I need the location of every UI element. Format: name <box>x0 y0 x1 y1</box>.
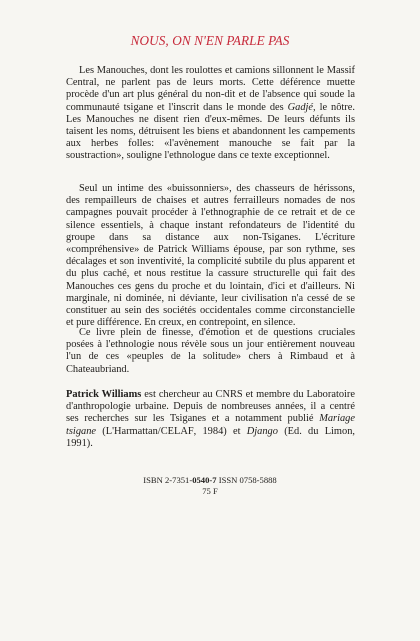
paragraph-author <box>66 389 355 450</box>
intro-text-2: le nôtre. Les Manouches ne disent rien d'eux-mêmes. De leurs défunts ils taisent les noms, détruisent les biens et abandonnent les campements aux herbes folles: «l'avènement manouche se fait par la soustraction», souligne l'ethnologue dans ce texte exceptionnel. <box>66 101 355 162</box>
issn-text: ISSN 0758-5888 <box>216 475 277 485</box>
author-text-4: , 1984) et <box>193 425 247 437</box>
isbn-lead: ISBN 2-7351- <box>143 475 193 485</box>
author-text-5: (Ed. du Limon, 1991). <box>66 425 356 449</box>
intro-text-1: Les Manouches, dont les roulottes et camions sillonnent le Massif Central, ne parlent pas de leurs morts. Cette déférence muette procède d'un art plus général du non-dit et de l'absence qui soude la communauté tsigane et l'inscrit dans le monde des <box>66 65 355 113</box>
author-name: Patrick Williams <box>66 389 142 400</box>
price: 75 F <box>202 486 218 496</box>
page-title: NOUS, ON N'EN PARLE PAS <box>130 33 290 48</box>
author-text-1: est chercheur au <box>141 389 216 400</box>
book-title-django: Django <box>246 425 278 437</box>
isbn-block <box>0 475 420 497</box>
cnrs-label: CNRS <box>215 389 243 400</box>
paragraph-book: Ce livre plein de finesse, d'émotion et de questions cruciales posées à l'ethnologie nous révèle sous un jour entièrement nouveau l'un de ces «peuples de la solitude» chers à Rimbaud et à Chateaubriand. <box>66 327 355 375</box>
gadje-term: Gadjé, <box>287 101 316 113</box>
celaf-label: CELAF <box>160 425 194 437</box>
paragraph-intro <box>66 65 355 163</box>
author-text-3: (L'Harmattan/ <box>96 425 161 437</box>
isbn-line <box>0 475 420 486</box>
isbn-bold: 0540-7 <box>192 475 217 485</box>
book-title-mariage: Mariage tsigane <box>66 413 355 437</box>
author-text-2: et membre du Laboratoire d'anthropologie urbaine. Depuis de nombreuses années, il a centré ses recherches sur les Tsiganes et a notamment publié <box>66 389 355 425</box>
paragraph-ethnography: Seul un intime des «buissonniers», des chasseurs de hérissons, des rempailleurs de chaises et autres ferrailleurs nomades de nos campagnes pouvait procéder à l'ethnographie de ce retrait et de ce silence essentiels, à chaque instant refondateurs de l'identité du groupe dans sa distance aux non-Tsiganes. L'écriture «compréhensive» de Patrick Williams épouse, par son rythme, ses décalages et son inventivité, la complicité subtile du plus apparent et du plus caché, et nous restitue la cassure structurelle qui fait des Manouches ces gens du proche et du lointain, d'ici et d'ailleurs. Ni marginale, ni dominée, ni déviante, leur civilisation n'a cessé de se constituer au sein des sociétés occidentales comme circonstancielle et pure différence. En creux, en contrepoint, en silence. <box>66 183 355 329</box>
